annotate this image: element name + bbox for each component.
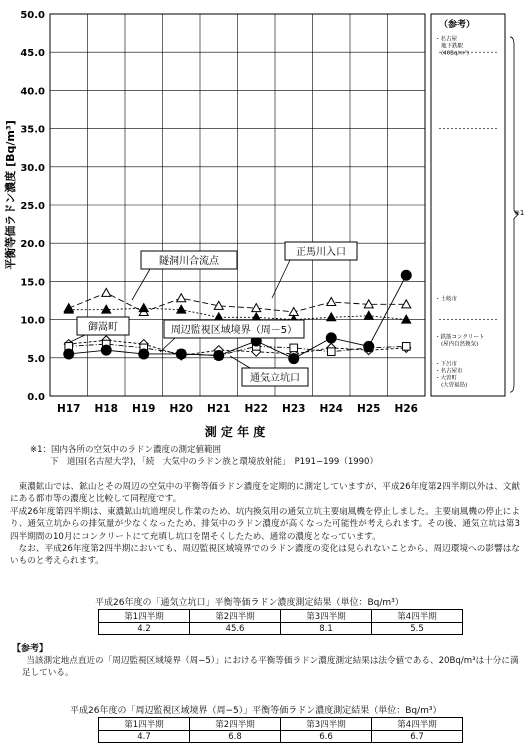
table-row bbox=[99, 610, 463, 623]
table-row bbox=[99, 731, 463, 743]
reference-text: 当該測定地点直近の「周辺監視区域境界（周−5）」における平衡等価ラドン濃度測定結果は法令値である、20Bq/m³は十分に満足している。 bbox=[22, 656, 519, 679]
y-tick-label: 25.0 bbox=[20, 201, 45, 212]
table1-value-q3: 8.1 bbox=[281, 623, 372, 635]
x-tick-label: H23 bbox=[282, 403, 306, 415]
table2 bbox=[98, 717, 463, 743]
x-tick-label: H24 bbox=[319, 403, 343, 415]
table2-value-q3: 6.6 bbox=[281, 731, 372, 743]
table1-header-q4: 第4四半期 bbox=[372, 610, 463, 623]
y-tick-label: 5.0 bbox=[27, 353, 45, 365]
data-point bbox=[177, 294, 186, 302]
footnote-2: 下 道国(名古屋大学)，｢続 大気中のラドン族と環境放射能｣ P191−199（1990） bbox=[50, 457, 378, 467]
table2-value-q4: 6.7 bbox=[372, 731, 463, 743]
table1-header-q1: 第1四半期 bbox=[99, 610, 190, 623]
label-zuidou: 隧洞川合流点 bbox=[159, 256, 219, 267]
footnote-1: ※1：国内各所の空気中のラドン濃度の測定値範囲 bbox=[30, 445, 222, 455]
x-tick-label: H17 bbox=[57, 403, 81, 415]
data-point bbox=[252, 304, 261, 312]
data-point bbox=[289, 354, 299, 364]
data-point bbox=[139, 349, 149, 359]
table2-header-q2: 第2四半期 bbox=[190, 718, 281, 731]
description-text bbox=[10, 481, 520, 568]
y-tick-label: 50.0 bbox=[20, 10, 45, 21]
reference-item-2: ・鉄筋コンクリート(屋内自然換気) bbox=[435, 334, 485, 348]
paragraph-2: 平成26年度第四半期は、東濃鉱山坑道埋戻し作業のため、坑内換気用の通気立坑主要扇風機を停止しました。主要扇風機の停止により、通気立坑からの排気量が少なくなったため、排気中のラドン濃度が高くなった可能性が考えられます。その後、通気立坑は第3四半期間の10月にコンクリートにて充填し坑口を閉そくしたため、通常の濃度となっています。 bbox=[10, 506, 520, 542]
table-row bbox=[99, 623, 463, 635]
x-tick-label: H26 bbox=[394, 403, 418, 415]
data-point bbox=[214, 351, 224, 361]
data-point bbox=[290, 344, 298, 352]
table2-value-q2: 6.8 bbox=[190, 731, 281, 743]
x-tick-label: H25 bbox=[357, 403, 381, 415]
y-tick-label: 30.0 bbox=[20, 162, 45, 174]
x-tick-label: H20 bbox=[169, 403, 193, 415]
table2-value-q1: 4.7 bbox=[99, 731, 190, 743]
table2-title: 平成26年度の「周辺監視区域境界（周−5）」平衡等価ラドン濃度測定結果（単位：Bq/m³） bbox=[70, 706, 442, 716]
table-row bbox=[99, 718, 463, 731]
table2-header-q4: 第4四半期 bbox=[372, 718, 463, 731]
reference-title: （参考） bbox=[438, 20, 476, 30]
table1 bbox=[98, 609, 463, 635]
x-tick-label: H19 bbox=[132, 403, 156, 415]
data-point bbox=[64, 349, 74, 359]
data-point bbox=[101, 345, 111, 355]
table1-title: 平成26年度の「通気立坑口」平衡等価ラドン濃度測定結果（単位：Bq/m³） bbox=[95, 598, 404, 608]
label-mitake: 御嵩町 bbox=[88, 322, 118, 333]
label-seimagawa: 正馬川入口 bbox=[296, 247, 346, 258]
callout-seimagawa bbox=[272, 242, 357, 298]
y-axis-label: 平衡等価ラドン濃度 [Bq/m³] bbox=[4, 120, 17, 270]
paragraph-1: 東濃鉱山では、鉱山とその周辺の空気中の平衡等価ラドン濃度を定期的に測定していますが、平成26年度第2四半期以外は、文献にある都市等の濃度と比較して同程度です。 bbox=[10, 482, 520, 505]
data-point bbox=[402, 300, 411, 308]
reference-bracket-note: ※1 bbox=[514, 209, 525, 217]
data-point bbox=[327, 298, 336, 306]
callout-zuidou bbox=[132, 251, 237, 300]
reference-item-0: ・名古屋地下鉄駅(40Bq/m³) bbox=[435, 36, 469, 57]
y-tick-label: 0.0 bbox=[27, 392, 45, 403]
data-point bbox=[327, 313, 336, 321]
table2-header-q1: 第1四半期 bbox=[99, 718, 190, 731]
reference-heading: 【参考】 bbox=[12, 644, 49, 654]
label-shaft: 通気立坑口 bbox=[250, 373, 300, 384]
x-tick-label: H18 bbox=[94, 403, 118, 415]
table1-header-q3: 第3四半期 bbox=[281, 610, 372, 623]
x-tick-label: H21 bbox=[207, 403, 231, 415]
data-point bbox=[364, 341, 374, 351]
callout-boundary bbox=[160, 320, 304, 352]
data-point bbox=[364, 311, 373, 319]
y-tick-label: 35.0 bbox=[20, 124, 45, 136]
reference-item-1: ・土岐市 bbox=[435, 296, 458, 303]
table1-value-q4: 5.5 bbox=[372, 623, 463, 635]
data-point bbox=[139, 304, 148, 312]
data-point bbox=[401, 270, 411, 280]
label-boundary: 周辺監視区域境界（周－5） bbox=[170, 325, 298, 336]
data-point bbox=[327, 348, 335, 356]
y-tick-label: 10.0 bbox=[20, 315, 45, 327]
paragraph-3: なお、平成26年度第2四半期においても、周辺監視区域境界でのラドン濃度の変化は見られないことから、周辺環境への影響はないものと考えられます。 bbox=[10, 544, 520, 567]
table1-value-q1: 4.2 bbox=[99, 623, 190, 635]
y-tick-label: 40.0 bbox=[20, 86, 45, 98]
callout-mitake bbox=[68, 317, 129, 343]
reference-item-3: ・下呂市・名古屋市・大曽町(大曽福島) bbox=[435, 361, 468, 389]
x-axis-label: 測 定 年 度 bbox=[204, 425, 266, 439]
y-tick-label: 20.0 bbox=[20, 239, 45, 251]
y-tick-label: 45.0 bbox=[20, 48, 45, 60]
data-point bbox=[326, 333, 336, 343]
table1-header-q2: 第2四半期 bbox=[190, 610, 281, 623]
data-point bbox=[402, 343, 410, 351]
data-point bbox=[402, 315, 411, 323]
y-tick-label: 15.0 bbox=[20, 277, 45, 289]
table2-header-q3: 第3四半期 bbox=[281, 718, 372, 731]
data-point bbox=[102, 288, 111, 296]
table1-value-q2: 45.6 bbox=[190, 623, 281, 635]
data-point bbox=[176, 349, 186, 359]
x-tick-label: H22 bbox=[244, 403, 268, 415]
